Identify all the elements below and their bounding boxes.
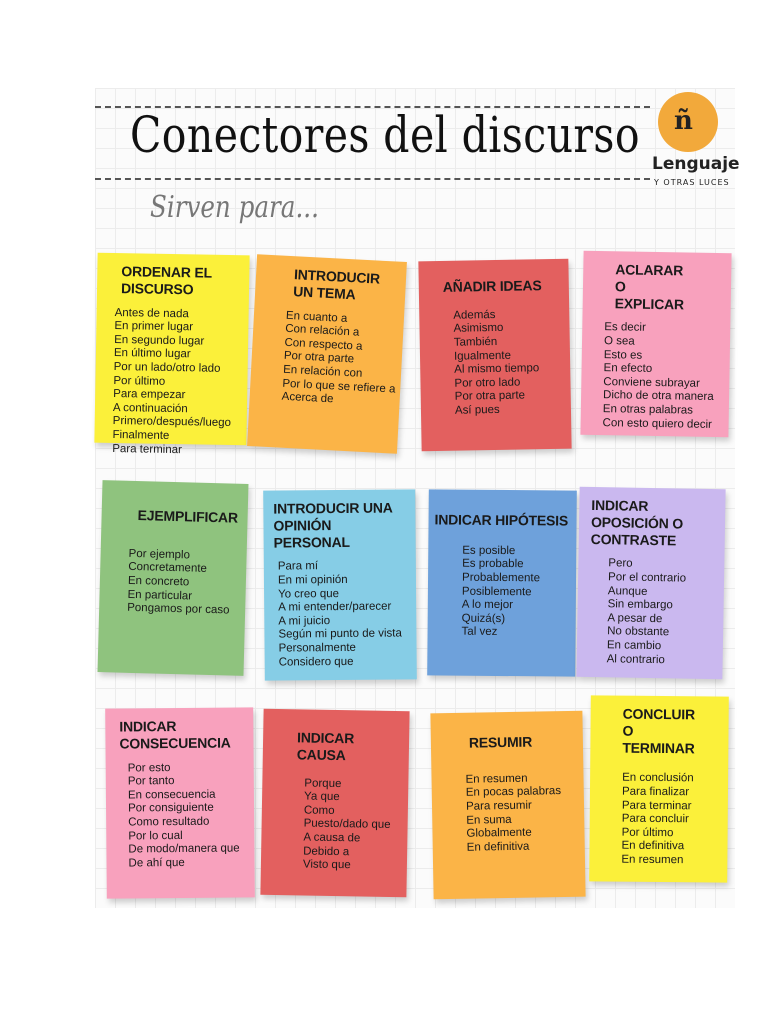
card-title: ACLARAR O EXPLICAR [614, 261, 685, 313]
list-item: En definitiva [621, 840, 685, 853]
list-item: Por otra parte [454, 389, 526, 404]
card-title: ORDENAR EL DISCURSO [120, 263, 212, 298]
list-item: Porque [304, 777, 342, 790]
list-item: En suma [466, 813, 512, 827]
card-title: INDICAR CONSECUENCIA [119, 718, 231, 752]
list-item: En consecuencia [127, 788, 216, 802]
list-item: Como [303, 804, 335, 817]
list-item: Visto que [302, 858, 351, 872]
list-item: Además [453, 308, 496, 322]
list-item: Para mí [277, 560, 319, 573]
list-item: En último lugar [113, 347, 191, 361]
brand-logo [652, 92, 740, 202]
list-item: Es posible [462, 544, 516, 557]
list-item: En cambio [606, 639, 662, 653]
card-title: CONCLUIR O TERMINAR [622, 705, 696, 756]
card-ejemplificar [98, 480, 249, 676]
list-item: Asimismo [453, 322, 504, 336]
card-indicar-consecuencia [105, 707, 255, 898]
card-title: INDICAR CAUSA [296, 729, 355, 763]
card-indicar-causa [260, 709, 409, 898]
list-item: Esto es [603, 348, 643, 362]
list-item: En mi opinión [277, 573, 348, 587]
list-item: Por el contrario [607, 571, 687, 585]
card-ordenar-discurso [94, 253, 249, 456]
list-item: En concreto [127, 574, 190, 589]
list-item: Para finalizar [621, 785, 690, 799]
list-item: También [453, 335, 498, 349]
list-item: Al contrario [606, 652, 665, 666]
list-item: Por último [621, 826, 674, 839]
logo-name: Lenguaje [652, 154, 740, 174]
list-item: No obstante [607, 625, 670, 639]
list-item: Acerca de [281, 390, 334, 406]
card-anadir-ideas [418, 259, 571, 452]
list-item: Dicho de otra manera [602, 389, 714, 404]
list-item: Es probable [462, 558, 524, 571]
list-item: Por otra parte [283, 350, 355, 366]
list-item: Tal vez [461, 626, 498, 639]
list-item: Igualmente [453, 349, 512, 363]
list-item: Ya que [304, 790, 340, 804]
list-item: En primer lugar [114, 320, 194, 334]
card-title: RESUMIR [468, 733, 533, 751]
list-item: A lo mejor [461, 598, 513, 612]
list-item: De modo/manera que [128, 842, 240, 856]
list-item: Concretamente [128, 561, 208, 576]
card-title: INDICAR OPOSICIÓN O CONTRASTE [590, 496, 684, 549]
list-item: Primero/después/luego [112, 415, 232, 430]
bottom-dashed-rule [95, 178, 650, 180]
card-resumir [430, 711, 585, 900]
list-item: Pero [608, 557, 633, 571]
card-title: INTRODUCIR UN TEMA [292, 266, 381, 303]
card-indicar-hipotesis [427, 489, 577, 676]
list-item: De ahí que [128, 856, 185, 870]
list-item: Por tanto [127, 775, 175, 788]
list-item: Así pues [454, 403, 500, 417]
list-item: Con relación a [284, 322, 360, 339]
list-item: A causa de [303, 831, 361, 845]
list-item: Para empezar [113, 388, 186, 402]
list-item: Por último [113, 374, 166, 388]
list-item: En segundo lugar [114, 333, 205, 348]
list-item: Aunque [607, 584, 648, 598]
card-concluir-terminar [589, 695, 729, 882]
list-item: Pongamos por caso [127, 601, 230, 617]
list-item: Al mismo tiempo [454, 362, 540, 376]
list-item: En conclusión [622, 772, 694, 785]
list-item: Para terminar [112, 442, 183, 456]
page-subtitle: Sirven para... [150, 190, 319, 225]
list-item: Considero que [278, 655, 354, 669]
list-item: En otras palabras [602, 403, 694, 417]
list-item: Por lo cual [128, 829, 183, 843]
list-item: En relación con [282, 363, 363, 380]
list-item: Por otro lado [454, 376, 521, 390]
list-item: A continuación [112, 401, 188, 416]
list-item: Quizá(s) [461, 612, 506, 625]
list-item: Posiblemente [461, 585, 532, 598]
list-item: Para concluir [621, 812, 689, 826]
card-indicar-oposicion [576, 487, 725, 680]
list-item: Es decir [604, 321, 646, 335]
logo-glyph: ñ [674, 106, 693, 136]
list-item: Yo creo que [278, 587, 340, 601]
card-introducir-opinion [263, 489, 417, 680]
list-item: Por un lado/otro lado [113, 360, 221, 375]
list-item: En definitiva [466, 840, 530, 854]
list-item: Sin embargo [607, 598, 673, 612]
list-item: Globalmente [466, 826, 532, 840]
list-item: A mi entender/parecer [278, 600, 392, 614]
list-item: En resumen [621, 853, 684, 867]
list-item: Probablemente [461, 571, 541, 585]
card-title: AÑADIR IDEAS [442, 277, 542, 295]
list-item: En resumen [465, 772, 528, 786]
list-item: Por esto [127, 761, 171, 775]
list-item: Como resultado [128, 815, 210, 829]
page-title: Conectores del discurso [130, 106, 640, 164]
list-item: Para terminar [621, 799, 692, 812]
list-item: En cuanto a [285, 309, 348, 325]
card-title: EJEMPLIFICAR [137, 507, 239, 526]
list-item: Con esto quiero decir [602, 416, 713, 431]
list-item: O sea [603, 335, 635, 348]
list-item: Por ejemplo [128, 547, 191, 562]
list-item: A pesar de [607, 612, 663, 625]
list-item: Antes de nada [114, 306, 189, 320]
list-item: A mi juicio [278, 614, 331, 628]
list-item: Finalmente [112, 428, 170, 442]
list-item: Debido a [303, 845, 350, 858]
list-item: Para resumir [465, 799, 532, 813]
list-item: Puesto/dado que [303, 817, 391, 832]
card-title: INDICAR HIPÓTESIS [434, 511, 569, 529]
list-item: Personalmente [278, 641, 356, 655]
list-item: Con respecto a [284, 336, 363, 353]
logo-tagline: Y OTRAS LUCES [654, 178, 730, 187]
list-item: Según mi punto de vista [278, 627, 402, 641]
list-item: Conviene subrayar [603, 375, 700, 390]
list-item: En efecto [603, 362, 653, 376]
list-item: En particular [127, 588, 193, 603]
list-item: Por lo que se refiere a [282, 377, 396, 396]
card-aclarar-explicar [580, 251, 731, 438]
list-item: Por consiguiente [127, 802, 214, 815]
card-introducir-tema [247, 254, 407, 454]
card-title: INTRODUCIR UNA OPINIÓN PERSONAL [273, 499, 393, 551]
list-item: En pocas palabras [465, 785, 562, 800]
